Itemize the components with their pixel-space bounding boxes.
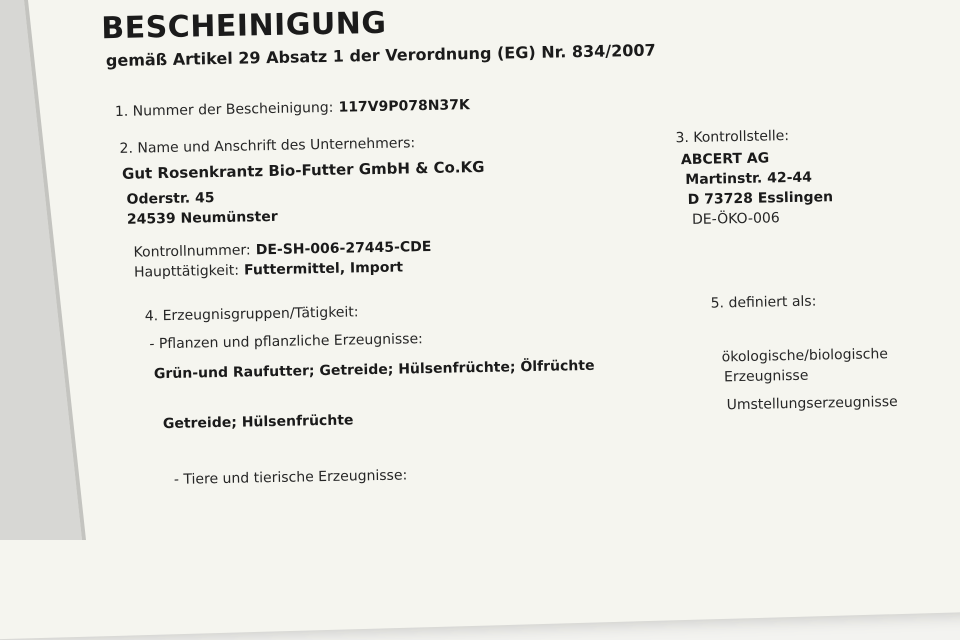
control-number-label: Kontrollnummer: xyxy=(133,242,251,261)
defined-as-label: 5. definiert als: xyxy=(710,293,817,312)
main-activity-row xyxy=(134,256,403,280)
operator-company: Gut Rosenkrantz Bio-Futter GmbH & Co.KG xyxy=(121,157,485,183)
defined-as-conversion: Umstellungserzeugnisse xyxy=(726,394,898,414)
certificate-number-value: 117V9P078N37K xyxy=(338,97,470,116)
control-body-city: D 73728 Esslingen xyxy=(687,189,834,208)
product-groups-label: 4. Erzeugnisgruppen/Tätigkeit: xyxy=(144,304,359,325)
control-body-name: ABCERT AG xyxy=(680,150,770,169)
control-body-label: 3. Kontrollstelle: xyxy=(675,128,790,147)
plants-conversion-products: Getreide; Hülsenfrüchte xyxy=(162,412,354,433)
animals-section-label: - Tiere und tierische Erzeugnisse: xyxy=(173,467,408,488)
plants-organic-products: Grün-und Raufutter; Getreide; Hülsenfrüchte; Ölfrüchte xyxy=(153,357,595,383)
main-activity-value: Futtermittel, Import xyxy=(243,259,404,279)
plants-section-label: - Pflanzen und pflanzliche Erzeugnisse: xyxy=(149,331,423,353)
document-subtitle: gemäß Artikel 29 Absatz 1 der Verordnung (EG) Nr. 834/2007 xyxy=(105,40,656,71)
operator-label: 2. Name und Anschrift des Unternehmers: xyxy=(119,135,416,157)
certificate-number-label: 1. Nummer der Bescheinigung: xyxy=(114,99,334,120)
certificate-number-row xyxy=(115,94,470,120)
document-title: BESCHEINIGUNG xyxy=(100,5,387,47)
control-body-street: Martinstr. 42-44 xyxy=(685,169,813,189)
operator-street: Oderstr. 45 xyxy=(126,190,215,208)
control-body-code: DE-ÖKO-006 xyxy=(691,210,780,228)
defined-as-organic-line2: Erzeugnisse xyxy=(723,367,809,386)
main-activity-label: Haupttätigkeit: xyxy=(133,262,240,281)
defined-as-organic-line1: ökologische/biologische xyxy=(721,346,889,366)
control-number-value: DE-SH-006-27445-CDE xyxy=(255,238,432,259)
operator-city: 24539 Neumünster xyxy=(126,208,278,228)
